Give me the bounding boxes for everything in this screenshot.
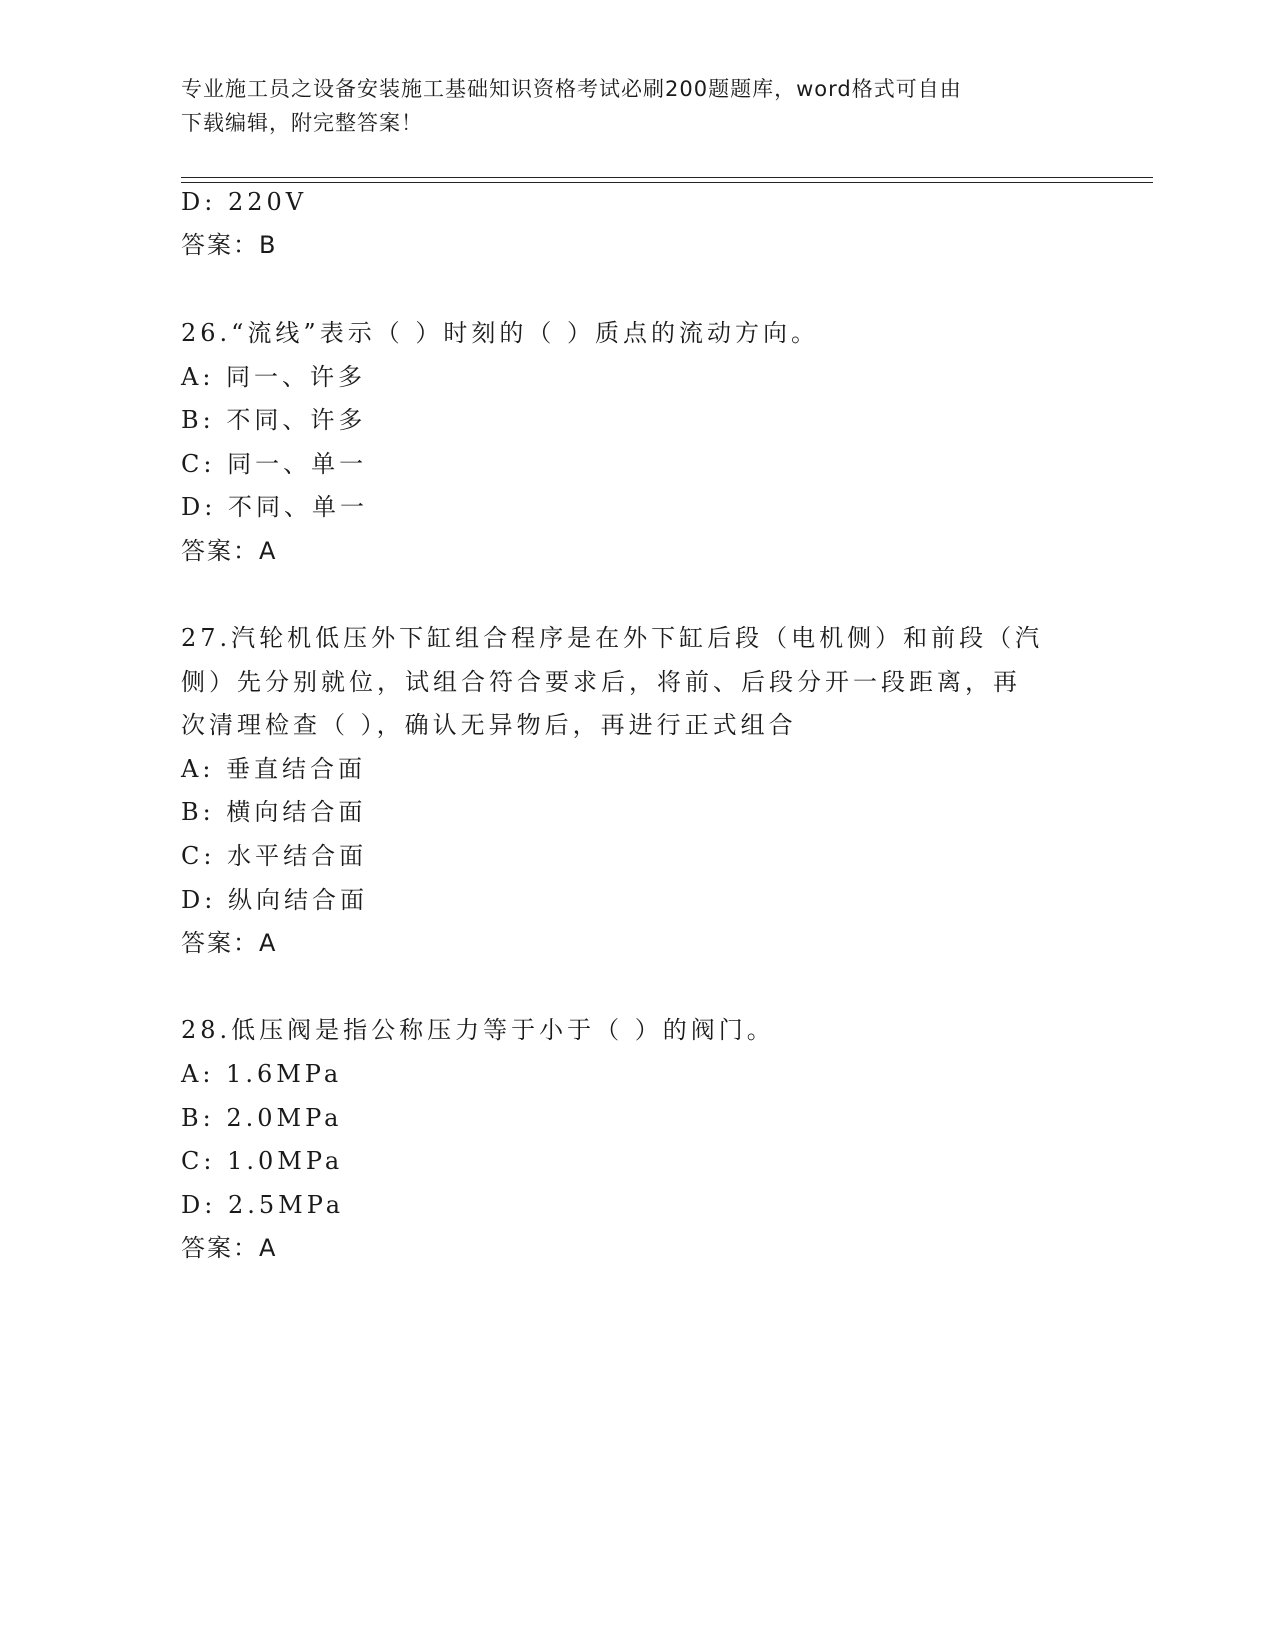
q26-option-d: D: 不同、单一 — [181, 493, 368, 521]
q26-option-a: A: 同一、许多 — [181, 363, 367, 391]
header-line-1: 专业施工员之设备安装施工基础知识资格考试必刷200题题库，word格式可自由 — [181, 77, 962, 101]
q28-option-c: C: 1.0MPa — [181, 1147, 344, 1175]
q27-option-a: A: 垂直结合面 — [181, 755, 367, 783]
q28-stem: 28.低压阀是指公称压力等于小于（ ）的阀门。 — [181, 1016, 775, 1044]
q28-answer: 答案：A — [181, 1234, 278, 1262]
header-rule-bottom — [181, 182, 1153, 183]
q27-stem-line-1: 27.汽轮机低压外下缸组合程序是在外下缸后段（电机侧）和前段（汽 — [181, 624, 1044, 652]
document-header — [181, 72, 1061, 140]
q27-option-d: D: 纵向结合面 — [181, 886, 368, 914]
q27-option-c: C: 水平结合面 — [181, 842, 368, 870]
prev-option-d: D: 220V — [181, 188, 308, 216]
prev-answer: 答案：B — [181, 231, 278, 259]
q26-stem: 26.“流线”表示（ ）时刻的（ ）质点的流动方向。 — [181, 319, 819, 347]
q28-option-d: D: 2.5MPa — [181, 1191, 345, 1219]
q27-option-b: B: 横向结合面 — [181, 798, 367, 826]
q26-option-c: C: 同一、单一 — [181, 450, 368, 478]
q26-option-b: B: 不同、许多 — [181, 406, 367, 434]
q26-answer: 答案：A — [181, 537, 278, 565]
header-line-2: 下载编辑，附完整答案！ — [181, 111, 423, 135]
header-rule-top — [181, 177, 1153, 178]
q27-answer: 答案：A — [181, 929, 278, 957]
q28-option-a: A: 1.6MPa — [181, 1060, 343, 1088]
q27-stem-line-2: 侧）先分别就位，试组合符合要求后，将前、后段分开一段距离，再 — [181, 668, 1021, 696]
q27-stem-line-3: 次清理检查（ ），确认无异物后，再进行正式组合 — [181, 711, 797, 739]
q28-option-b: B: 2.0MPa — [181, 1104, 343, 1132]
